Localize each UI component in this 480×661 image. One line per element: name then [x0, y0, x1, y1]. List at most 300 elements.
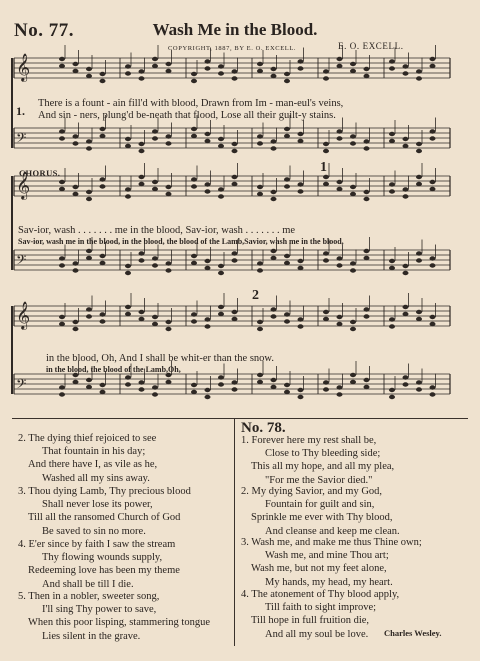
verse-line: 2. My dying Savior, and my God,	[241, 486, 383, 497]
note-head	[205, 266, 211, 270]
note-head	[298, 395, 304, 399]
note-head	[389, 259, 395, 263]
note-head	[364, 385, 370, 389]
note-head	[257, 261, 263, 265]
note-head	[73, 327, 79, 331]
note-head	[298, 266, 304, 270]
note-head	[139, 380, 145, 384]
note-head	[350, 134, 356, 138]
note-head	[403, 305, 409, 309]
treble-clef-icon: 𝄞	[16, 171, 31, 199]
note-head	[125, 64, 131, 68]
note-head	[350, 62, 356, 66]
note-head	[350, 373, 356, 377]
note-head	[403, 187, 409, 191]
note-head	[257, 141, 263, 145]
note-head	[430, 256, 436, 260]
verse1-line2: And sin - ners, plung'd be-neath that flood, Lose all their guilt-y stains.	[38, 110, 336, 121]
note-head	[298, 59, 304, 63]
verse-line: Shall never lose its power,	[42, 499, 153, 511]
note-head	[205, 59, 211, 63]
note-head	[59, 129, 65, 133]
verse-3	[18, 485, 191, 538]
verse-line: 3. Wash me, and make me thus Thine own;	[241, 537, 422, 548]
note-head	[191, 390, 197, 394]
note-head	[205, 182, 211, 186]
hymn78-verse-3	[241, 536, 422, 589]
note-head	[125, 144, 131, 148]
note-head	[139, 142, 145, 146]
note-head	[86, 67, 92, 71]
note-head	[125, 264, 131, 268]
note-head	[389, 59, 395, 63]
note-head	[257, 134, 263, 138]
note-head	[218, 137, 224, 141]
note-head	[139, 387, 145, 391]
verse-line: Till all the ransomed Church of God	[28, 512, 181, 524]
note-head	[271, 249, 277, 253]
note-head	[191, 383, 197, 387]
note-head	[86, 256, 92, 260]
note-head	[232, 310, 238, 314]
verse-line: Lies silent in the grave.	[42, 630, 141, 642]
note-head	[271, 314, 277, 318]
note-head	[323, 387, 329, 391]
note-head	[389, 139, 395, 143]
note-head	[257, 380, 263, 384]
note-head	[416, 149, 422, 153]
note-head	[205, 139, 211, 143]
note-head	[257, 185, 263, 189]
note-head	[152, 392, 158, 396]
note-head	[232, 317, 238, 321]
note-head	[257, 327, 263, 331]
note-head	[257, 373, 263, 377]
note-head	[218, 71, 224, 75]
note-head	[430, 315, 436, 319]
section-divider-horizontal	[12, 418, 468, 419]
note-head	[205, 317, 211, 321]
verse-line: My hands, my head, my heart.	[265, 576, 393, 588]
note-head	[73, 62, 79, 66]
note-head	[389, 395, 395, 399]
note-head	[257, 62, 263, 66]
note-head	[284, 79, 290, 83]
note-head	[139, 76, 145, 80]
note-head	[364, 314, 370, 318]
note-head	[430, 64, 436, 68]
note-head	[350, 261, 356, 265]
note-head	[191, 254, 197, 258]
note-head	[284, 312, 290, 316]
bass-clef-icon: 𝄢	[16, 252, 27, 271]
note-head	[152, 256, 158, 260]
verse-line: Wash me, and mine Thou art;	[265, 550, 389, 562]
note-head	[298, 259, 304, 263]
note-head	[337, 263, 343, 267]
note-head	[430, 136, 436, 140]
note-head	[218, 312, 224, 316]
verse-line: And all my soul be love.	[265, 628, 369, 640]
note-head	[205, 66, 211, 70]
note-head	[257, 69, 263, 73]
note-head	[100, 127, 106, 131]
note-head	[284, 184, 290, 188]
note-head	[257, 192, 263, 196]
note-head	[416, 142, 422, 146]
note-head	[271, 256, 277, 260]
note-head	[139, 317, 145, 321]
note-head	[416, 317, 422, 321]
note-head	[139, 175, 145, 179]
note-head	[389, 266, 395, 270]
note-head	[152, 315, 158, 319]
note-head	[218, 264, 224, 268]
note-head	[416, 69, 422, 73]
second-ending-mark: 2	[252, 288, 259, 303]
note-head	[166, 185, 172, 189]
note-head	[100, 79, 106, 83]
note-head	[284, 177, 290, 181]
note-head	[73, 320, 79, 324]
note-head	[73, 69, 79, 73]
note-head	[125, 382, 131, 386]
note-head	[166, 192, 172, 196]
note-head	[152, 64, 158, 68]
note-head	[100, 72, 106, 76]
note-head	[403, 137, 409, 141]
note-head	[232, 258, 238, 262]
note-head	[218, 305, 224, 309]
note-head	[205, 132, 211, 136]
note-head	[284, 383, 290, 387]
verse-line: Be saved to sin no more.	[42, 525, 146, 537]
note-head	[232, 142, 238, 146]
note-head	[389, 324, 395, 328]
note-head	[337, 256, 343, 260]
note-head	[100, 254, 106, 258]
verse-line: "For me the Savior died."	[265, 474, 373, 486]
note-head	[284, 127, 290, 131]
note-head	[337, 187, 343, 191]
note-head	[191, 184, 197, 188]
verse-line: Close to Thy bleeding side;	[265, 448, 381, 460]
note-head	[100, 390, 106, 394]
author-credit: Charles Wesley.	[384, 628, 442, 638]
note-head	[205, 259, 211, 263]
note-head	[205, 395, 211, 399]
note-head	[416, 76, 422, 80]
note-head	[403, 194, 409, 198]
note-head	[166, 320, 172, 324]
note-head	[125, 71, 131, 75]
first-ending-mark: 1	[320, 160, 327, 175]
hymn-title: Wash Me in the Blood.	[152, 20, 318, 39]
chorus-lyric-soprano-2: in the blood, Oh, And I shall be whit-er than the snow.	[46, 353, 274, 364]
note-head	[125, 375, 131, 379]
note-head	[59, 64, 65, 68]
note-head	[152, 322, 158, 326]
verse-line: That fountain in his day;	[42, 446, 146, 458]
note-head	[191, 134, 197, 138]
note-head	[416, 175, 422, 179]
note-head	[364, 197, 370, 201]
note-head	[271, 307, 277, 311]
note-head	[218, 271, 224, 275]
note-head	[125, 194, 131, 198]
note-head	[389, 132, 395, 136]
note-head	[59, 187, 65, 191]
verse-line: Sprinkle me ever with Thy blood,	[251, 512, 393, 524]
note-head	[284, 72, 290, 76]
note-head	[350, 268, 356, 272]
note-head	[73, 141, 79, 145]
note-head	[271, 74, 277, 78]
note-head	[100, 261, 106, 265]
note-head	[323, 76, 329, 80]
note-head	[139, 69, 145, 73]
note-head	[298, 132, 304, 136]
note-head	[86, 378, 92, 382]
note-head	[205, 189, 211, 193]
note-head	[191, 177, 197, 181]
note-head	[166, 261, 172, 265]
note-head	[232, 76, 238, 80]
note-head	[100, 319, 106, 323]
note-head	[139, 149, 145, 153]
note-head	[298, 388, 304, 392]
note-head	[125, 271, 131, 275]
note-head	[364, 307, 370, 311]
note-head	[218, 64, 224, 68]
note-head	[59, 57, 65, 61]
note-head	[298, 182, 304, 186]
note-head	[152, 136, 158, 140]
verse-line: 4. E'er since by faith I saw the stream	[18, 539, 176, 550]
note-head	[166, 62, 172, 66]
verse-line: 4. The atonement of Thy blood apply,	[241, 589, 400, 600]
note-head	[232, 182, 238, 186]
note-head	[364, 378, 370, 382]
verse-line: Till hope in full fruition die,	[251, 615, 370, 627]
note-head	[59, 180, 65, 184]
note-head	[298, 189, 304, 193]
hymn-78-number: No. 78.	[241, 420, 286, 436]
verse-line: 3. Thou dying Lamb, Thy precious blood	[18, 486, 191, 497]
note-head	[232, 175, 238, 179]
hymn-number: No. 77.	[14, 20, 74, 41]
note-head	[218, 194, 224, 198]
note-head	[403, 71, 409, 75]
note-head	[166, 134, 172, 138]
verse-line: Washed all my sins away.	[42, 472, 150, 484]
note-head	[86, 146, 92, 150]
chorus-lyric-bass-1: Sav-ior, wash me in the blood, in the blood, the blood of the Lamb,Savior, wash me in the blood,	[18, 237, 344, 246]
note-head	[416, 258, 422, 262]
note-head	[323, 310, 329, 314]
note-head	[59, 322, 65, 326]
treble-clef-icon: 𝄞	[16, 53, 31, 81]
note-head	[416, 310, 422, 314]
note-head	[152, 129, 158, 133]
note-head	[364, 139, 370, 143]
note-head	[73, 192, 79, 196]
note-head	[298, 324, 304, 328]
verse-line: And cleanse and keep me clean.	[265, 525, 400, 537]
note-head	[218, 382, 224, 386]
note-head	[416, 182, 422, 186]
note-head	[100, 312, 106, 316]
note-head	[337, 322, 343, 326]
note-head	[152, 180, 158, 184]
verse-line: And there have I, as vile as he,	[28, 459, 158, 471]
note-head	[59, 256, 65, 260]
note-head	[323, 149, 329, 153]
note-head	[59, 263, 65, 267]
note-head	[125, 305, 131, 309]
note-head	[364, 249, 370, 253]
note-head	[284, 254, 290, 258]
verse-line: Thy flowing wounds supply,	[42, 552, 163, 564]
note-head	[73, 185, 79, 189]
note-head	[205, 324, 211, 328]
treble-clef-icon: 𝄞	[16, 301, 31, 329]
note-head	[350, 192, 356, 196]
note-head	[271, 197, 277, 201]
note-head	[271, 67, 277, 71]
note-head	[389, 66, 395, 70]
note-head	[389, 388, 395, 392]
note-head	[364, 256, 370, 260]
note-head	[232, 149, 238, 153]
note-head	[298, 66, 304, 70]
note-head	[350, 380, 356, 384]
note-head	[430, 392, 436, 396]
verse-line: 5. Then in a nobler, sweeter song,	[18, 591, 160, 602]
note-head	[364, 146, 370, 150]
note-head	[430, 263, 436, 267]
note-head	[218, 375, 224, 379]
note-head	[139, 310, 145, 314]
verse-line: I'll sing Thy power to save,	[42, 604, 157, 616]
note-head	[416, 380, 422, 384]
note-head	[430, 385, 436, 389]
note-head	[152, 263, 158, 267]
note-head	[323, 258, 329, 262]
note-head	[416, 251, 422, 255]
stanza-number: 1.	[16, 104, 25, 118]
note-head	[100, 177, 106, 181]
note-head	[323, 142, 329, 146]
chorus-lyric-bass-2: in the blood, the blood of the Lamb,Oh,	[46, 365, 181, 374]
note-head	[271, 190, 277, 194]
note-head	[125, 312, 131, 316]
note-head	[257, 320, 263, 324]
verse-2	[18, 432, 157, 485]
note-head	[191, 261, 197, 265]
note-head	[86, 197, 92, 201]
note-head	[403, 271, 409, 275]
note-head	[389, 189, 395, 193]
copyright-line: COPYRIGHT, 1887, BY E. O. EXCELL.	[168, 45, 297, 52]
verse-line: Wash me, but not my feet alone,	[251, 563, 387, 575]
note-head	[403, 64, 409, 68]
hymn78-verse-2	[241, 485, 400, 538]
column-divider	[234, 418, 235, 646]
note-head	[166, 268, 172, 272]
note-head	[364, 190, 370, 194]
hymn78-verse-1	[241, 434, 394, 487]
note-head	[86, 307, 92, 311]
note-head	[337, 385, 343, 389]
verse-line: Redeeming love has been my theme	[28, 565, 180, 577]
note-head	[271, 146, 277, 150]
note-head	[298, 139, 304, 143]
note-head	[298, 317, 304, 321]
note-head	[100, 184, 106, 188]
note-head	[416, 387, 422, 391]
note-head	[323, 317, 329, 321]
note-head	[323, 69, 329, 73]
note-head	[232, 387, 238, 391]
note-head	[271, 378, 277, 382]
note-head	[323, 380, 329, 384]
note-head	[337, 392, 343, 396]
verse1-line1: There is a fount - ain fill'd with blood, Drawn from Im - man-eul's veins,	[38, 98, 344, 109]
note-head	[73, 261, 79, 265]
note-head	[191, 127, 197, 131]
note-head	[350, 320, 356, 324]
note-head	[139, 258, 145, 262]
chorus-label: CHORUS.	[19, 168, 61, 178]
note-head	[191, 319, 197, 323]
note-head	[284, 390, 290, 394]
verse-line: This all my hope, and all my plea,	[251, 461, 395, 473]
composer-credit: E. O. EXCELL.	[338, 41, 404, 51]
note-head	[125, 187, 131, 191]
note-head	[59, 315, 65, 319]
verse-line: Fountain for guilt and sin,	[265, 499, 375, 511]
note-head	[350, 141, 356, 145]
bass-clef-icon: 𝄢	[16, 376, 27, 395]
note-head	[125, 137, 131, 141]
verse-line: 2. The dying thief rejoiced to see	[18, 433, 157, 444]
note-head	[430, 129, 436, 133]
note-head	[166, 141, 172, 145]
note-head	[59, 392, 65, 396]
note-head	[73, 268, 79, 272]
note-head	[337, 180, 343, 184]
note-head	[430, 322, 436, 326]
note-head	[86, 190, 92, 194]
note-head	[430, 187, 436, 191]
note-head	[403, 375, 409, 379]
note-head	[403, 312, 409, 316]
note-head	[337, 57, 343, 61]
note-head	[232, 251, 238, 255]
note-head	[100, 134, 106, 138]
note-head	[191, 79, 197, 83]
hymn78-verse-4	[241, 588, 399, 641]
note-head	[152, 187, 158, 191]
note-head	[389, 317, 395, 321]
note-head	[86, 385, 92, 389]
note-head	[73, 380, 79, 384]
note-head	[271, 385, 277, 389]
note-head	[205, 388, 211, 392]
note-head	[166, 69, 172, 73]
verse-5	[18, 590, 210, 643]
